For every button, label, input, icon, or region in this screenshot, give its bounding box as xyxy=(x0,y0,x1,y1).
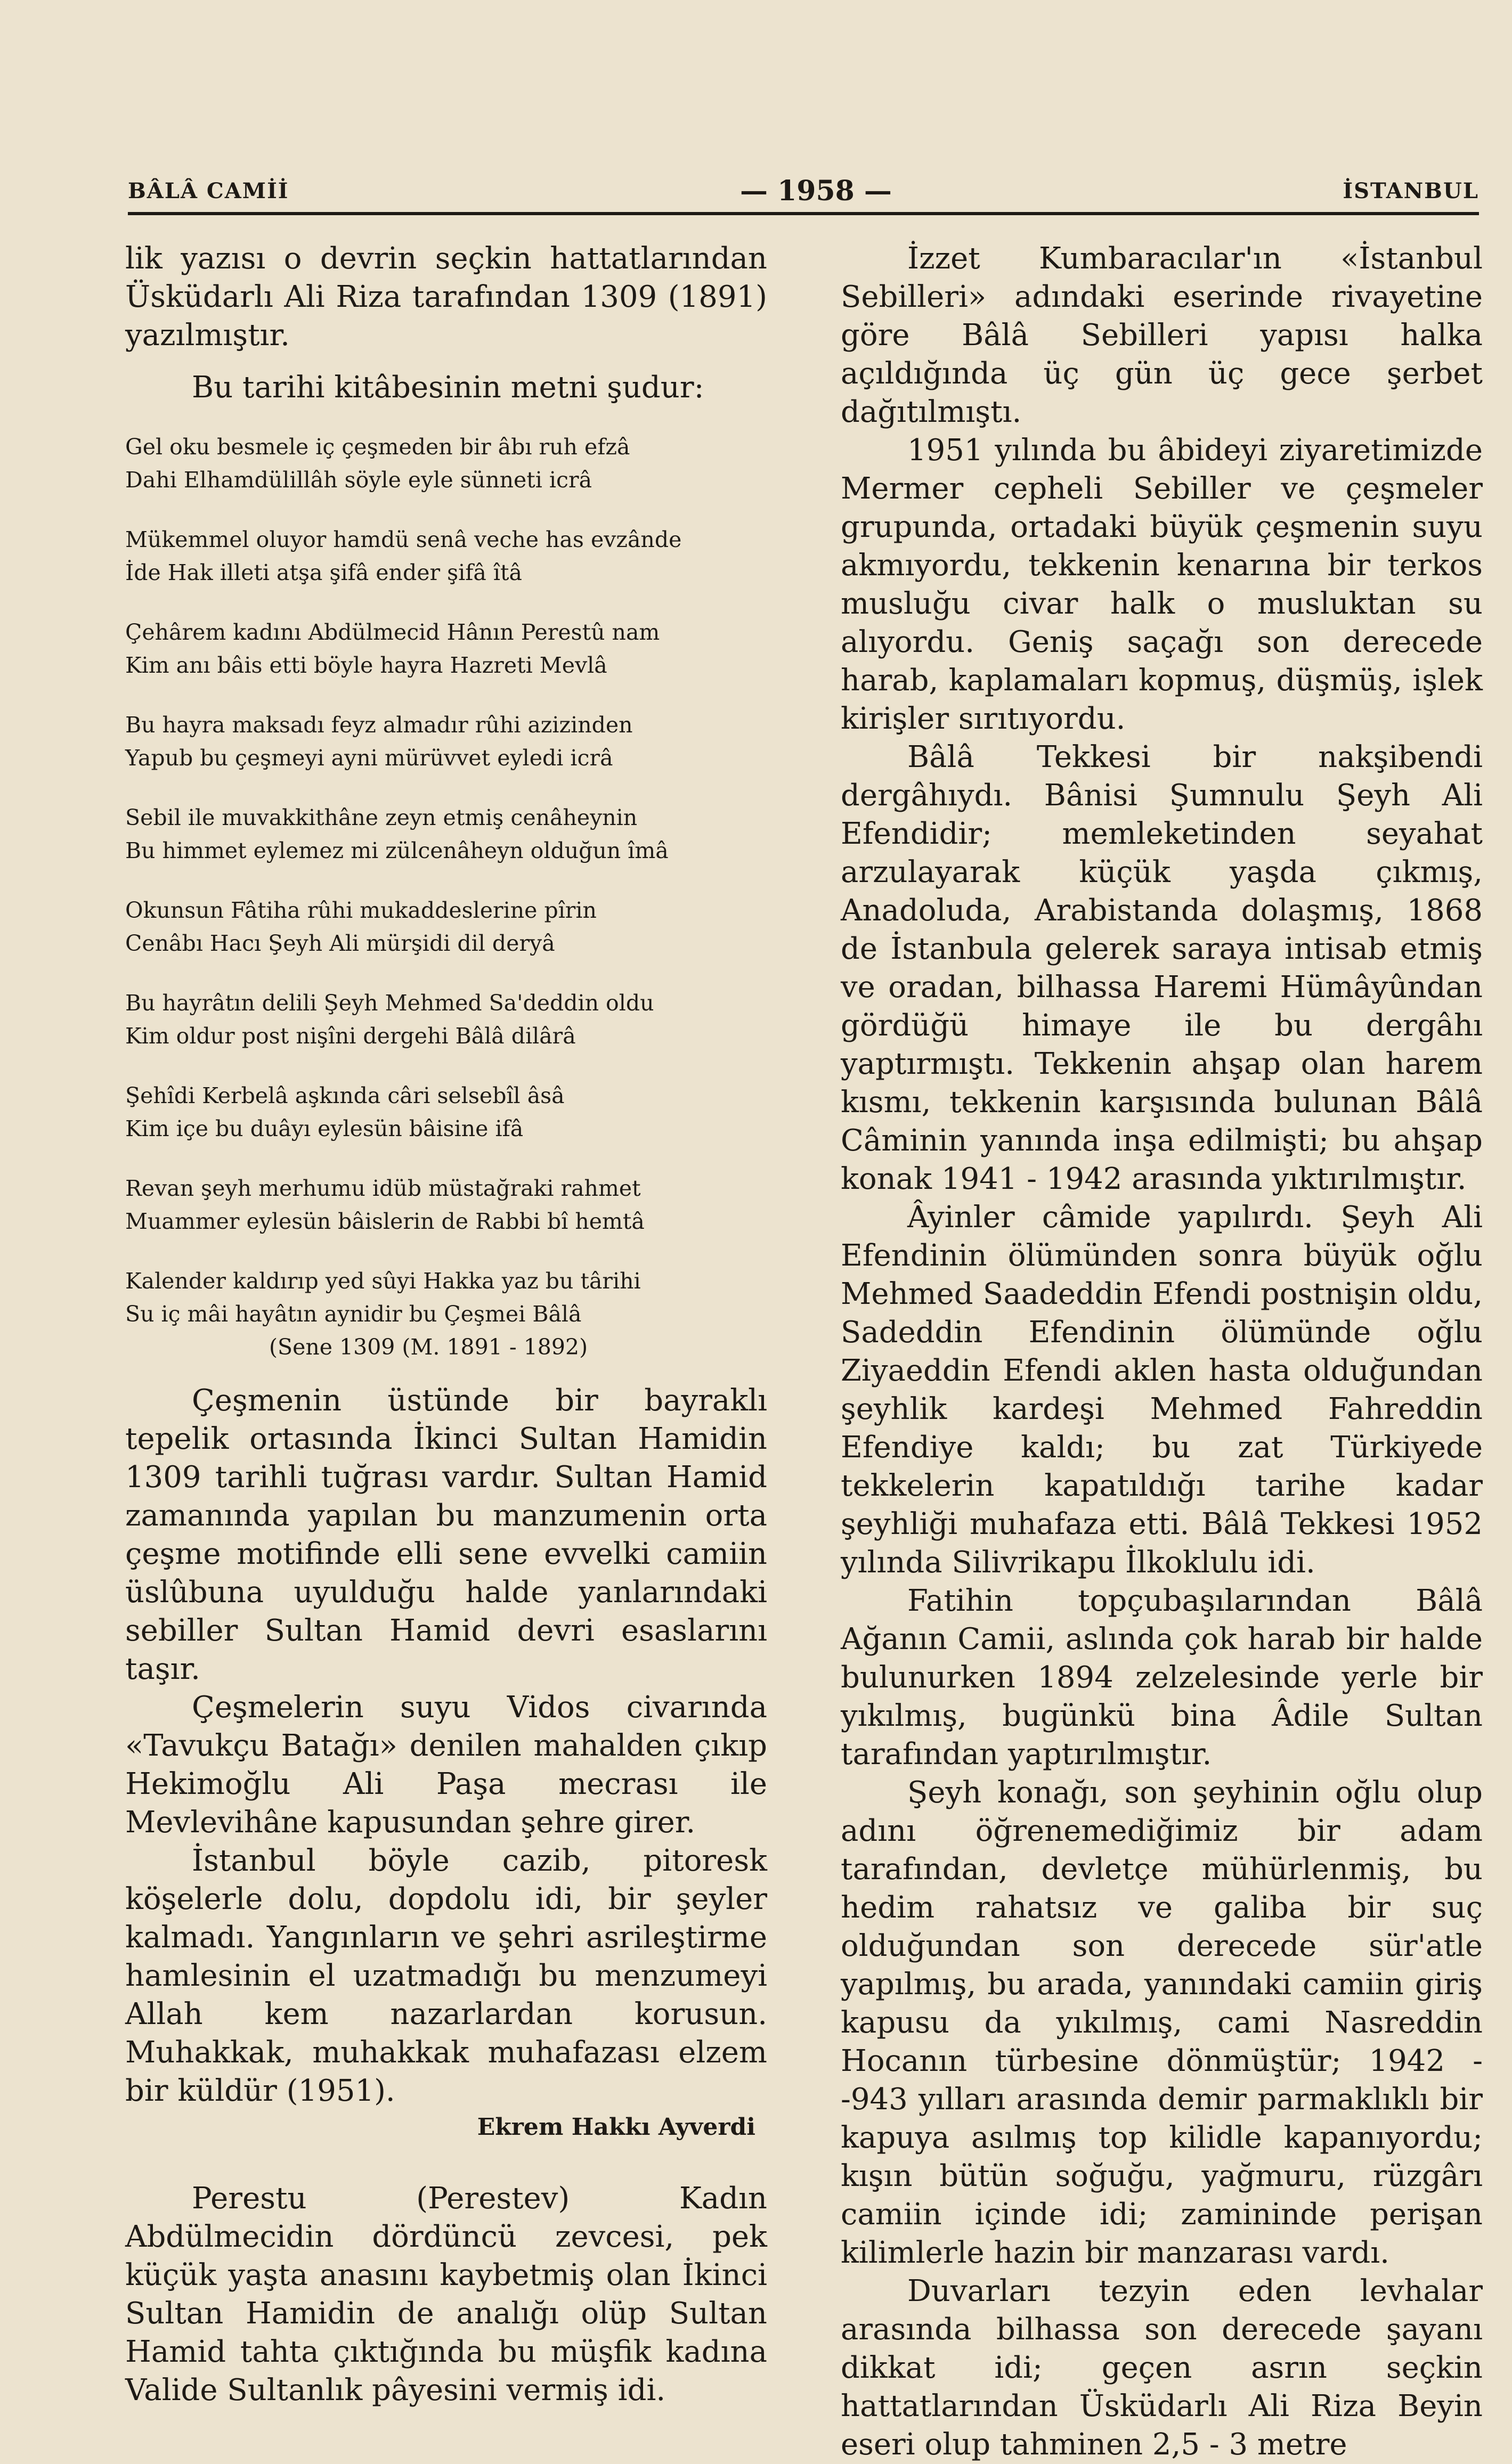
paragraph: Bâlâ Tekkesi bir nakşibendi dergâhıydı. Bânisi Şumnulu Şeyh Ali Efendidir; memleketinden seyahat arzulayarak küçük yaşda çıkmış, Anadoluda, Arabistanda dolaşmış, 1868 de İstanbula gelerek saraya intisab etmiş ve oradan, bilhassa Haremi Hümâyûndan gördüğü himaye ile bu dergâhı yaptırmıştı. Tekkenin ahşap olan harem kısmı, tekkenin karşısında bulunan Bâlâ Câminin yanında inşa edilmişti; bu ahşap konak 1941 - 1942 arasında yıktırılmıştır. xyxy=(841,740,1483,1196)
paragraph: Fatihin topçubaşılarından Bâlâ Ağanın Camii, aslında çok harab bir halde bulunurken 1894 zelzelesinde yerle bir yıkılmış, bugünkü bina Âdile Sultan tarafından yaptırılmıştır. xyxy=(841,1584,1483,1772)
poem-line: Okunsun Fâtiha rûhi mukaddeslerine pîrin xyxy=(125,898,597,923)
poem-line: Bu hayra maksadı feyz almadır rûhi azizinden xyxy=(125,712,633,738)
poem-stanza xyxy=(125,1264,767,1364)
paragraph: İstanbul böyle cazib, pitoresk köşelerle dolu, dopdolu idi, bir şeyler kalmadı. Yangınların ve şehri asrileştirme hamlesinin el uzatmadığı bu menzumeyi Allah kem nazarlardan korusun. Muhakkak, muhakkak muhafazası elzem bir küldür (1951). xyxy=(125,1843,767,2108)
poem-line: Mükemmel oluyor hamdü senâ veche has evzânde xyxy=(125,527,682,552)
left-body xyxy=(125,1382,767,2410)
poem-line: Muammer eylesün bâislerin de Rabbi bî hemtâ xyxy=(125,1209,645,1234)
poem-line: Dahi Elhamdülillâh söyle eyle sünneti icrâ xyxy=(125,467,592,493)
poem-line: Kim oldur post nişîni dergehi Bâlâ dilârâ xyxy=(125,1023,576,1049)
poem-stanza xyxy=(125,616,767,682)
running-header xyxy=(128,169,1479,215)
poem-stanza xyxy=(125,1079,767,1145)
poem-line: Kalender kaldırıp yed sûyi Hakka yaz bu târihi xyxy=(125,1268,641,1294)
poem-line: Yapub bu çeşmeyi ayni mürüvvet eyledi icrâ xyxy=(125,745,613,771)
poem-stanza xyxy=(125,1172,767,1238)
poem-line: Revan şeyh merhumu idüb müstağraki rahmet xyxy=(125,1176,641,1201)
poem-stanza xyxy=(125,430,767,496)
poem-line: Kim içe bu duâyı eylesün bâisine ifâ xyxy=(125,1116,524,1141)
author-signature: Ekrem Hakkı Ayverdi xyxy=(477,2114,755,2141)
header-year: — 1958 — xyxy=(739,174,892,207)
paragraph: 1951 yılında bu âbideyi ziyaretimizde Mermer cepheli Sebiller ve çeşmeler grupunda, ortadaki büyük çeşmenin suyu akmıyordu, tekkenin kenarına bir terkos musluğu civar halk o musluktan su alıyordu. Geniş saçağı son derecede harab, kaplamaları kopmuş, düşmüş, işlek kirişler sırıtıyordu. xyxy=(841,433,1483,736)
poem-stanza xyxy=(125,801,767,867)
paragraph: Çeşmenin üstünde bir bayraklı tepelik ortasında İkinci Sultan Hamidin 1309 tarihli tuğrası vardır. Sultan Hamid zamanında yapılan bu manzumenin orta çeşme motifinde elli sene evvelki camiin üslûbuna uyulduğu halde yanlarındaki sebiller Sultan Hamid devri esaslarını taşır. xyxy=(125,1383,767,1686)
header-title: BÂLÂ CAMİİ xyxy=(128,178,289,203)
paragraph: Duvarları tezyin eden levhalar arasında bilhassa son derecede şayanı dikkat idi; geçen asrın seçkin hattatlarından Üsküdarlı Ali Riza Beyin eseri olup tahminen 2,5 - 3 metre xyxy=(841,2274,1483,2462)
paragraph: Âyinler câmide yapılırdı. Şeyh Ali Efendinin ölümünden sonra büyük oğlu Mehmed Saadeddin Efendi postnişin oldu, Sadeddin Efendinin ölümünde oğlu Ziyaeddin Efendi aklen hasta olduğundan şeyhlik kardeşi Mehmed Fahreddin Efendiye kaldı; bu zat Türkiyede tekkelerin kapatıldığı tarihe kadar şeyhliği muhafaza etti. Bâlâ Tekkesi 1952 yılında Silivrikapu İlkoklulu idi. xyxy=(841,1200,1483,1580)
poem-line: Su iç mâi hayâtın aynidir bu Çeşmei Bâlâ xyxy=(125,1301,582,1327)
poem-line: Çehârem kadını Abdülmecid Hânın Perestû nam xyxy=(125,619,660,645)
right-column xyxy=(841,240,1483,2464)
paragraph: İzzet Kumbaracılar'ın «İstanbul Sebilleri» adındaki eserinde rivayetine göre Bâlâ Sebilleri yapısı halka açıldığında üç gün üç gece şerbet dağıtılmıştı. xyxy=(841,241,1483,429)
poem-line: Bu himmet eylemez mi zülcenâheyn olduğun îmâ xyxy=(125,838,669,863)
poem-line: Şehîdi Kerbelâ aşkında câri selsebîl âsâ xyxy=(125,1083,565,1108)
poem-date: (Sene 1309 (M. 1891 - 1892) xyxy=(269,1334,588,1360)
poem-line: Sebil ile muvakkithâne zeyn etmiş cenâheynin xyxy=(125,805,638,830)
inscription-poem xyxy=(125,430,767,1364)
poem-line: Cenâbı Hacı Şeyh Ali mürşidi dil deryâ xyxy=(125,931,555,956)
poem-intro: Bu tarihi kitâbesinin metni şudur: xyxy=(192,370,704,405)
poem-stanza xyxy=(125,986,767,1052)
continuation-paragraph: lik yazısı o devrin seçkin hattatlarından Üsküdarlı Ali Riza tarafından 1309 (1891) yazılmıştır. xyxy=(125,241,767,353)
poem-stanza xyxy=(125,708,767,774)
poem-stanza xyxy=(125,894,767,960)
left-column xyxy=(125,240,767,2410)
poem-line: Bu hayrâtın delili Şeyh Mehmed Sa'deddin oldu xyxy=(125,990,654,1016)
header-city: İSTANBUL xyxy=(1343,178,1479,203)
poem-line: İde Hak illeti atşa şifâ ender şifâ îtâ xyxy=(125,560,522,585)
poem-line: Gel oku besmele iç çeşmeden bir âbı ruh efzâ xyxy=(125,434,630,460)
paragraph: Çeşmelerin suyu Vidos civarında «Tavukçu Batağı» denilen mahalden çıkıp Hekimoğlu Ali Paşa mecrası ile Mevlevihâne kapusundan şehre girer. xyxy=(125,1690,767,1840)
footnote-paragraph: Perestu (Perestev) Kadın Abdülmecidin dördüncü zevcesi, pek küçük yaşta anasını kaybetmiş olan İkinci Sultan Hamidin de analığı olüp Sultan Hamid tahta çıktığında bu müşfik kadına Valide Sultanlık pâyesini vermiş idi. xyxy=(125,2181,767,2408)
poem-line: Kim anı bâis etti böyle hayra Hazreti Mevlâ xyxy=(125,652,607,678)
poem-stanza xyxy=(125,523,767,589)
paragraph: Şeyh konağı, son şeyhinin oğlu olup adını öğrenemediğimiz bir adam tarafından, devletçe mühürlenmiş, bu hedim rahatsız ve galiba bir suç olduğundan son derecede sür'atle yapılmış, bu arada, yanındaki camiin giriş kapusu da yıkılmış, cami Nasreddin Hocanın türbesine dönmüştür; 1942 - -943 yılları arasında demir parmaklıklı bir kapuya asılmış top kilidle kapanıyordu; kışın bütün soğuğu, yağmuru, rüzgârı camiin içinde idi; zamininde perişan kilimlerle hazin bir manzarası vardı. xyxy=(841,1775,1483,2270)
